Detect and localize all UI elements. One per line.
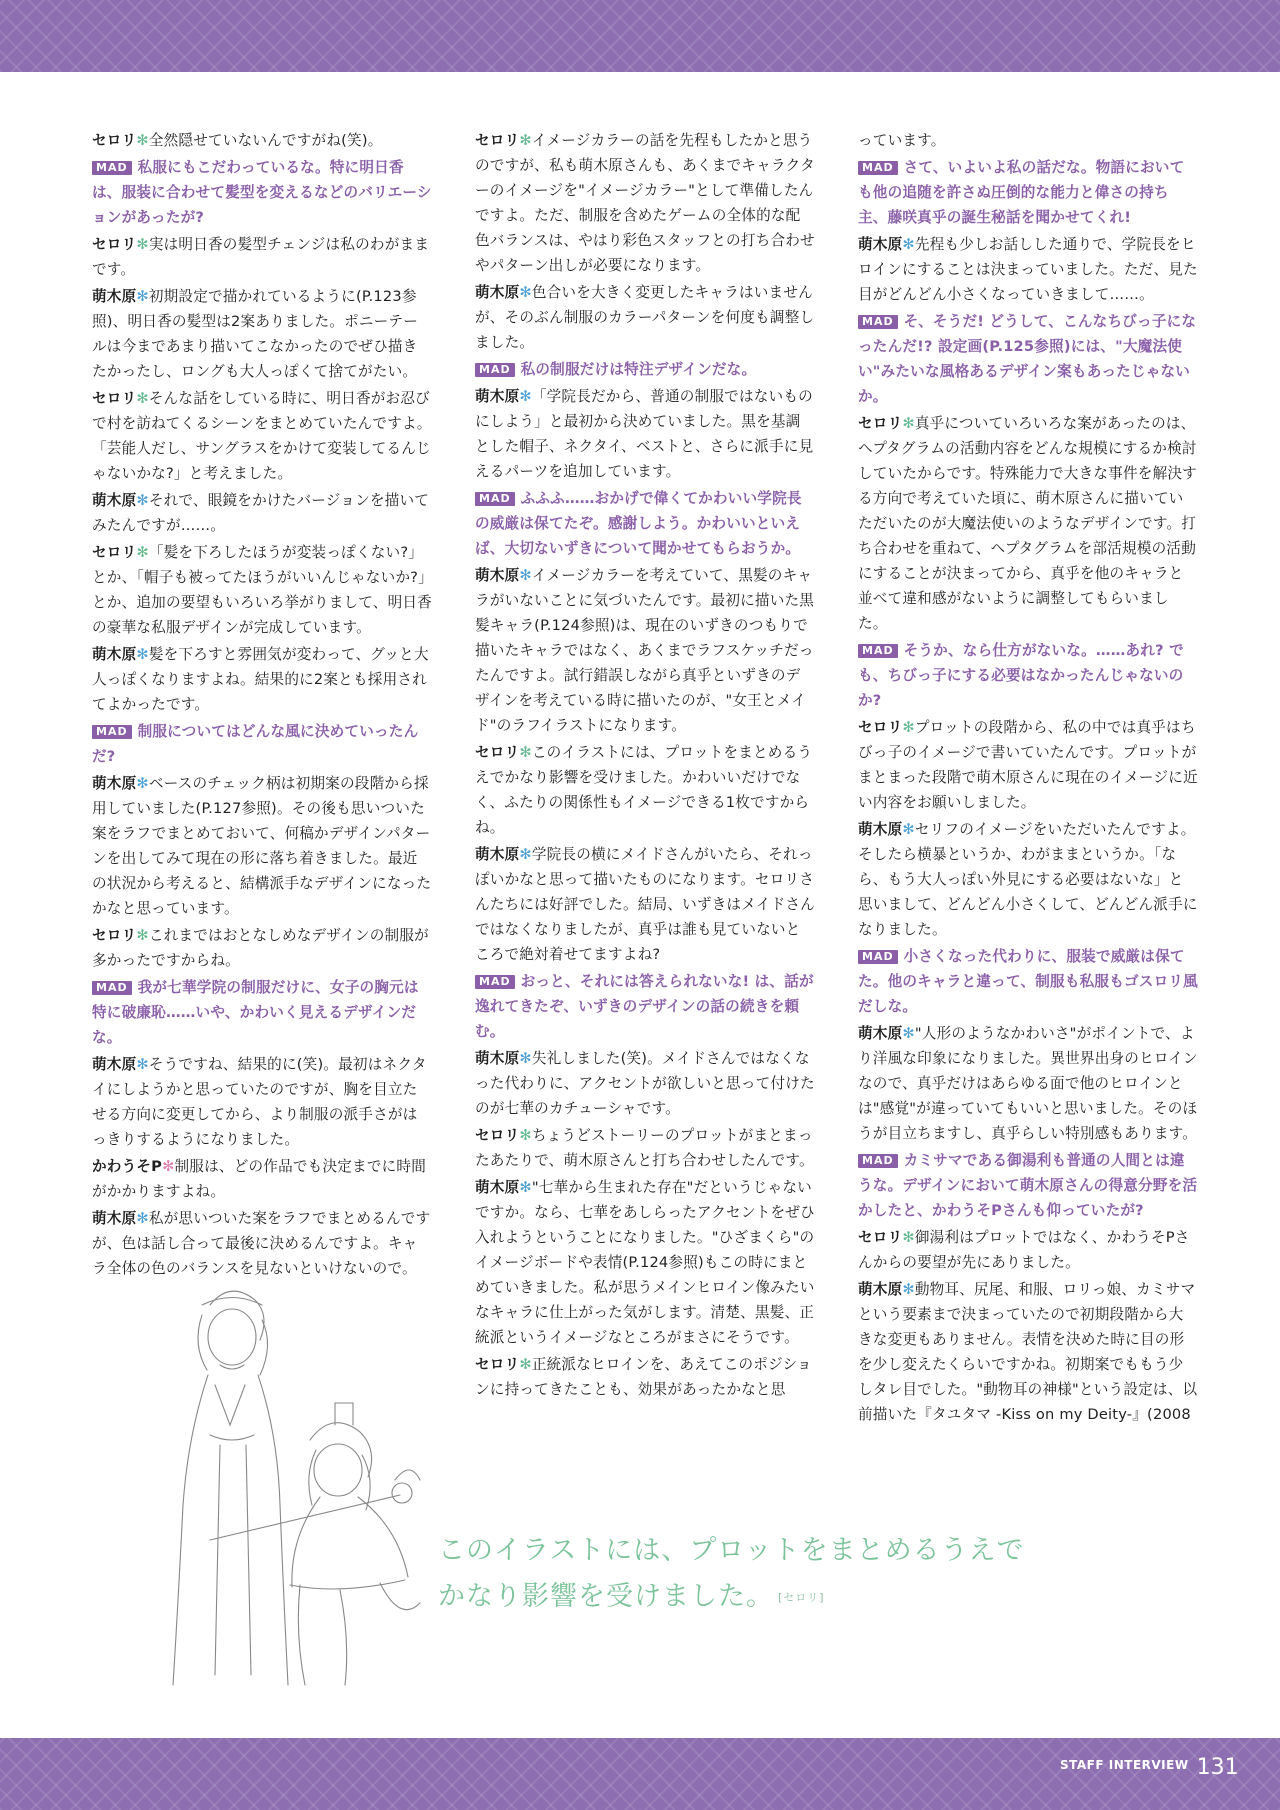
speaker-marker-icon: ✻: [136, 132, 149, 149]
answer-paragraph: [475, 384, 815, 484]
speaker-marker-icon: ✻: [519, 388, 532, 405]
answer-paragraph: [475, 1123, 815, 1173]
answer-paragraph: [92, 386, 432, 486]
answer-text: 真乎についていろいろな案があったのは、ヘプタグラムの活動内容をどんな規模にするか検討していたからです。特殊能力で大きな事件を解決する方向で考えていた頃に、萌木原さんに描いていただいたのが大魔法使いのようなデザインです。打ち合わせを重ねて、ヘプタグラムを部活規模の活動にすることが決まってから、真乎を他のキャラと並べて違和感がないように調整してもらいました。: [858, 415, 1197, 632]
pull-quote-line-1: このイラストには、プロットをまとめるうえで: [438, 1535, 1025, 1566]
answer-text: 実は明日香の髪型チェンジは私のわがままです。: [92, 236, 430, 278]
interviewer-question: [475, 969, 815, 1044]
answer-text: それで、眼鏡をかけたバージョンを描いてみたんですが……。: [92, 492, 430, 534]
answer-paragraph: [92, 923, 432, 973]
speaker-name: セロリ: [92, 927, 137, 944]
page-footer: [1060, 1755, 1239, 1780]
answer-paragraph: [475, 842, 815, 967]
answer-paragraph: [92, 488, 432, 538]
mad-tag: MAD: [92, 725, 132, 739]
speaker-name: 萌木原: [858, 821, 903, 838]
mad-tag: MAD: [858, 950, 898, 964]
column-2: [475, 128, 815, 1404]
mad-tag: MAD: [858, 644, 898, 658]
speaker-marker-icon: ✻: [902, 236, 915, 253]
answer-paragraph: [858, 1277, 1198, 1427]
answer-paragraph: [92, 642, 432, 717]
answer-text: そんな話をしている時に、明日香がお忍びで村を訪ねてくるシーンをまとめていたんですよ。「芸能人だし、サングラスをかけて変装してるんじゃないかな?」と考えました。: [92, 390, 432, 482]
speaker-name: セロリ: [475, 1356, 520, 1373]
answer-paragraph: [475, 740, 815, 840]
speaker-marker-icon: ✻: [162, 1158, 175, 1175]
mad-tag: MAD: [858, 161, 898, 175]
question-text: 制服についてはどんな風に決めていったんだ?: [92, 723, 419, 765]
answer-text: セリフのイメージをいただいたんですよ。そしたら横暴というか、わがままというか。「なら、もう大人っぽい外見にする必要はないな」と思いまして、どんどん小さくして、どんどん派手になりました。: [858, 821, 1198, 938]
speaker-name: 萌木原: [92, 1056, 137, 1073]
answer-paragraph: [92, 771, 432, 921]
speaker-marker-icon: ✻: [902, 415, 915, 432]
answer-paragraph: [858, 128, 1198, 153]
speaker-marker-icon: ✻: [902, 1229, 915, 1246]
interviewer-question: [92, 719, 432, 769]
speaker-marker-icon: ✻: [136, 927, 149, 944]
speaker-name: 萌木原: [858, 1281, 903, 1298]
interviewer-question: [858, 309, 1198, 409]
speaker-name: セロリ: [475, 132, 520, 149]
speaker-marker-icon: ✻: [136, 492, 149, 509]
answer-text: イメージカラーの話を先程もしたかと思うのですが、私も萌木原さんも、あくまでキャラクターのイメージを"イメージカラー"として準備したんですよ。ただ、制服を含めたゲームの全体的な配色バランスは、やはり彩色スタッフとの打ち合わせやパターン出しが必要になります。: [475, 132, 815, 274]
answer-paragraph: [475, 128, 815, 278]
interviewer-question: [858, 1148, 1198, 1223]
speaker-name: 萌木原: [475, 388, 520, 405]
answer-text: っています。: [858, 132, 946, 149]
interviewer-question: [858, 944, 1198, 1019]
pull-quote-line-2-text: かなり影響を受けました。: [438, 1581, 774, 1612]
speaker-marker-icon: ✻: [519, 744, 532, 761]
question-text: 我が七華学院の制服だけに、女子の胸元は特に破廉恥……いや、かわいく見えるデザインだな。: [92, 979, 419, 1046]
answer-text: 色合いを大きく変更したキャラはいませんが、そのぶん制服のカラーパターンを何度も調整しました。: [475, 284, 815, 351]
answer-text: 制服は、どの作品でも決定までに時間がかかりますよね。: [92, 1158, 427, 1200]
speaker-name: セロリ: [858, 719, 903, 736]
answer-paragraph: [858, 1021, 1198, 1146]
speaker-name: 萌木原: [92, 288, 137, 305]
interviewer-question: [475, 486, 815, 561]
speaker-name: セロリ: [858, 415, 903, 432]
answer-text: そうですね、結果的に(笑)。最初はネクタイにしようかと思っていたのですが、胸を目立たせる方向に変更してから、より制服の派手さがはっきりするようになりました。: [92, 1056, 427, 1148]
answer-paragraph: [92, 284, 432, 384]
answer-paragraph: [475, 280, 815, 355]
answer-text: プロットの段階から、私の中では真乎はちびっ子のイメージで書いていたんです。プロットがまとまった段階で萌木原さんに現在のイメージに近い内容をお願いしました。: [858, 719, 1198, 811]
interviewer-question: [475, 357, 815, 382]
question-text: 私の制服だけは特注デザインだな。: [520, 361, 757, 378]
question-text: カミサマである御湯利も普通の人間とは違うな。デザインにおいて萌木原さんの得意分野を活かしたと、かわうそPさんも仰っていたが?: [858, 1152, 1198, 1219]
speaker-marker-icon: ✻: [519, 846, 532, 863]
question-text: そ、そうだ! どうして、こんなちびっ子になったんだ!? 設定画(P.125参照)には、"大魔法使い"みたいな風格あるデザイン案もあったじゃないか。: [858, 313, 1197, 405]
speaker-marker-icon: ✻: [136, 775, 149, 792]
speaker-marker-icon: ✻: [519, 1356, 532, 1373]
answer-paragraph: [475, 1175, 815, 1350]
answer-text: このイラストには、プロットをまとめるうえでかなり影響を受けました。かわいいだけでなく、ふたりの関係性もイメージできる1枚ですからね。: [475, 744, 813, 836]
interviewer-question: [858, 638, 1198, 713]
pull-quote-line-2: [438, 1574, 1058, 1621]
answer-paragraph: [858, 232, 1198, 307]
speaker-marker-icon: ✻: [902, 1281, 915, 1298]
question-text: さて、いよいよ私の話だな。物語においても他の追随を許さぬ圧倒的な能力と偉さの持ち主、藤咲真乎の誕生秘話を聞かせてくれ!: [858, 159, 1185, 226]
mad-tag: MAD: [92, 161, 132, 175]
interviewer-question: [92, 155, 432, 230]
speaker-marker-icon: ✻: [136, 1056, 149, 1073]
mad-tag: MAD: [858, 315, 898, 329]
answer-paragraph: [858, 1225, 1198, 1275]
answer-text: 先程も少しお話しした通りで、学院長をヒロインにすることは決まっていました。ただ、見た目がどんどん小さくなっていきまして……。: [858, 236, 1198, 303]
answer-text: イメージカラーを考えていて、黒髪のキャラがいないことに気づいたんです。最初に描いた黒髪キャラ(P.124参照)は、現在のいずきのつもりで描いたキャラではなく、あくまでラフスケッチだったんですよ。試行錯誤しながら真乎といずきのデザインを考えている時に描いたのが、"女王とメイド"のラフイラストになります。: [475, 567, 815, 734]
speaker-marker-icon: ✻: [519, 284, 532, 301]
answer-paragraph: [92, 232, 432, 282]
speaker-marker-icon: ✻: [519, 1179, 532, 1196]
answer-text: ベースのチェック柄は初期案の段階から採用していました(P.127参照)。その後も思いついた案をラフでまとめておいて、何稿かデザインパターンを出してみて現在の形に落ち着きました。最近の状況から考えると、結構派手なデザインになったかなと思っています。: [92, 775, 432, 917]
answer-text: 失礼しました(笑)。メイドさんではなくなった代わりに、アクセントが欲しいと思って付けたのが七華のカチューシャです。: [475, 1050, 815, 1117]
speaker-name: 萌木原: [475, 284, 520, 301]
speaker-marker-icon: ✻: [519, 567, 532, 584]
answer-text: 動物耳、尻尾、和服、ロリっ娘、カミサマという要素まで決まっていたので初期段階から大きな変更もありません。表情を決めた時に目の形を少し変えたくらいですかね。初期案でももう少しタレ目でした。"動物耳の神様"という設定は、以前描いた『タユタマ -Kiss on my Deity-』(2008: [858, 1281, 1198, 1423]
speaker-marker-icon: ✻: [136, 390, 149, 407]
question-text: 私服にもこだわっているな。特に明日香は、服装に合わせて髪型を変えるなどのバリエーションがあったが?: [92, 159, 432, 226]
speaker-name: 萌木原: [92, 492, 137, 509]
speaker-marker-icon: ✻: [902, 719, 915, 736]
speaker-marker-icon: ✻: [136, 646, 149, 663]
speaker-name: セロリ: [858, 1229, 903, 1246]
pull-quote-source: [セロリ]: [778, 1591, 825, 1604]
column-3: [858, 128, 1198, 1429]
pull-quote: [438, 1528, 1058, 1621]
answer-paragraph: [92, 540, 432, 640]
speaker-marker-icon: ✻: [519, 132, 532, 149]
page-number: 131: [1196, 1755, 1239, 1780]
speaker-marker-icon: ✻: [902, 821, 915, 838]
answer-paragraph: [92, 1154, 432, 1204]
speaker-marker-icon: ✻: [902, 1025, 915, 1042]
header-band: [0, 0, 1280, 72]
speaker-marker-icon: ✻: [136, 1210, 149, 1227]
speaker-name: 萌木原: [92, 1210, 137, 1227]
answer-text: 「髪を下ろしたほうが変装っぽくない?」とか、「帽子も被ってたほうがいいんじゃないか?」とか、追加の要望もいろいろ挙がりまして、明日香の豪華な私服デザインが完成しています。: [92, 544, 432, 636]
answer-text: 私が思いついた案をラフでまとめるんですが、色は話し合って最後に決めるんですよ。キャラ全体の色のバランスを見ないといけないので。: [92, 1210, 431, 1277]
interviewer-question: [858, 155, 1198, 230]
answer-text: 御湯利はプロットではなく、かわうそPさんからの要望が先にありました。: [858, 1229, 1190, 1271]
mad-tag: MAD: [475, 975, 515, 989]
speaker-name: 萌木原: [475, 1050, 520, 1067]
answer-paragraph: [475, 1352, 815, 1402]
answer-text: ちょうどストーリーのプロットがまとまったあたりで、萌木原さんと打ち合わせしたんです。: [475, 1127, 814, 1169]
question-text: 小さくなった代わりに、服装で威厳は保てた。他のキャラと違って、制服も私服もゴスロリ風だしな。: [858, 948, 1198, 1015]
speaker-name: 萌木原: [92, 646, 137, 663]
mad-tag: MAD: [858, 1154, 898, 1168]
footer-label: STAFF INTERVIEW: [1060, 1758, 1189, 1772]
answer-paragraph: [858, 715, 1198, 815]
mad-tag: MAD: [92, 981, 132, 995]
speaker-name: 萌木原: [475, 567, 520, 584]
speaker-name: 萌木原: [858, 1025, 903, 1042]
speaker-name: セロリ: [475, 744, 520, 761]
speaker-marker-icon: ✻: [519, 1127, 532, 1144]
answer-text: 正統派なヒロインを、あえてこのポジションに持ってきたことも、効果があったかなと思: [475, 1356, 812, 1398]
speaker-marker-icon: ✻: [136, 288, 149, 305]
answer-paragraph: [92, 128, 432, 153]
answer-text: 学院長の横にメイドさんがいたら、それっぽいかなと思って描いたものになります。セロリさんたちには好評でした。結局、いずきはメイドさんではなくなりましたが、真乎は誰も見ていないところで絶対着せてますよね?: [475, 846, 815, 963]
answer-text: 初期設定で描かれているように(P.123参照)、明日香の髪型は2案ありました。ポニーテールは今まであまり描いてこなかったのでぜひ描きたかったし、ロングも大人っぽくて捨てがたい。: [92, 288, 419, 380]
answer-paragraph: [475, 563, 815, 738]
speaker-name: セロリ: [92, 132, 137, 149]
mad-tag: MAD: [475, 363, 515, 377]
answer-text: "七華から生まれた存在"だというじゃないですか。なら、七華をあしらったアクセントをぜひ入れようということになりました。"ひざまくら"のイメージボードや表情(P.124参照)もこの時にまとめていきました。私が思うメインヒロイン像みたいなキャラに仕上がった気がします。清楚、黒髪、正統派というイメージなところがまさにそうです。: [475, 1179, 815, 1346]
character-sketch: [140, 1265, 440, 1705]
interviewer-question: [92, 975, 432, 1050]
mad-tag: MAD: [475, 492, 515, 506]
answer-paragraph: [858, 817, 1198, 942]
answer-paragraph: [475, 1046, 815, 1121]
answer-text: "人形のようなかわいさ"がポイントで、より洋風な印象になりました。異世界出身のヒロインなので、真乎だけはあらゆる面で他のヒロインとは"感覚"が違っていてもいいと思いました。そのほうが目立ちますし、真乎らしい特別感もあります。: [858, 1025, 1198, 1142]
answer-paragraph: [858, 411, 1198, 636]
speaker-name: かわうそP: [92, 1158, 163, 1175]
speaker-marker-icon: ✻: [136, 236, 149, 253]
question-text: そうか、なら仕方がないな。……あれ? でも、ちびっ子にする必要はなかったんじゃないのか?: [858, 642, 1184, 709]
answer-text: これまではおとなしめなデザインの制服が多かったですからね。: [92, 927, 429, 969]
speaker-name: 萌木原: [92, 775, 137, 792]
speaker-name: セロリ: [92, 236, 137, 253]
speaker-name: 萌木原: [858, 236, 903, 253]
speaker-marker-icon: ✻: [136, 544, 149, 561]
question-text: おっと、それには答えられないな! は、話が逸れてきたぞ、いずきのデザインの話の続きを頼む。: [475, 973, 814, 1040]
answer-text: 髪を下ろすと雰囲気が変わって、グッと大人っぽくなりますよね。結果的に2案とも採用されてよかったです。: [92, 646, 429, 713]
speaker-name: セロリ: [475, 1127, 520, 1144]
speaker-marker-icon: ✻: [519, 1050, 532, 1067]
column-1: [92, 128, 432, 1283]
answer-text: 全然隠せていないんですがね(笑)。: [148, 132, 383, 149]
answer-text: 「学院長だから、普通の制服ではないものにしよう」と最初から決めていました。黒を基調とした帽子、ネクタイ、ベストと、さらに派手に見えるパーツを追加しています。: [475, 388, 814, 480]
speaker-name: 萌木原: [475, 846, 520, 863]
answer-paragraph: [92, 1052, 432, 1152]
speaker-name: 萌木原: [475, 1179, 520, 1196]
speaker-name: セロリ: [92, 390, 137, 407]
speaker-name: セロリ: [92, 544, 137, 561]
question-text: ふふふ……おかげで偉くてかわいい学院長の威厳は保てたぞ。感謝しよう。かわいいといえば、大切ないずきについて聞かせてもらおうか。: [475, 490, 802, 557]
